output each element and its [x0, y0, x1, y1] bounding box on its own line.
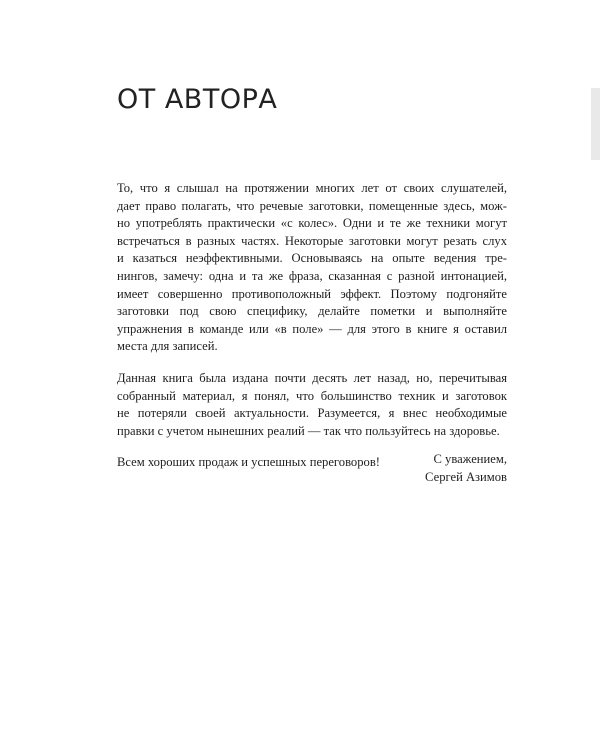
text-line: и казаться неэффективными. Основываясь на опыте ведения тре- [117, 251, 507, 266]
body-text [117, 180, 507, 472]
paragraph-intro [117, 180, 507, 356]
paragraph-reissue [117, 370, 507, 440]
signature-author: Сергей Азимов [425, 469, 507, 484]
text-line: упражнения в команде или «в поле» — для этого в книге я оставил [117, 321, 507, 336]
text-line: собранный материал, я понял, что большинство техник и заготовок [117, 388, 507, 403]
text-line: заготовки под свою специфику, делайте пометки и выполняйте [117, 304, 507, 319]
text-line: встречаться в разных частях. Некоторые заготовки могут резать слух [117, 233, 507, 248]
text-line: То, что я слышал на протяжении многих лет от своих слушателей, [117, 181, 507, 195]
signature-block [425, 451, 507, 486]
text-line: имеет совершенно противоположный эффект. Поэтому подгоняйте [117, 286, 507, 301]
text-line: правки с учетом нынешних реалий — так что пользуйтесь на здоровье. [117, 423, 500, 438]
page-title: ОТ АВТОРА [117, 84, 278, 115]
page-edge-tab [591, 88, 600, 160]
text-line: но употреблять практически «с колес». Одни и те же техники могут [117, 216, 507, 231]
text-line: дает право полагать, что речевые заготовки, помещенные здесь, мож- [117, 198, 507, 213]
text-line: нингов, замечу: одна и та же фраза, сказанная с разной интонацией, [117, 268, 507, 283]
text-line: не потеряли своей актуальности. Разумеется, я внес необходимые [117, 406, 507, 421]
text-line: Данная книга была издана почти десять лет назад, но, перечитывая [117, 370, 507, 385]
text-line: Всем хороших продаж и успешных переговоров! [117, 455, 380, 470]
text-line: места для записей. [117, 339, 218, 354]
signature-closing: С уважением, [433, 452, 507, 466]
